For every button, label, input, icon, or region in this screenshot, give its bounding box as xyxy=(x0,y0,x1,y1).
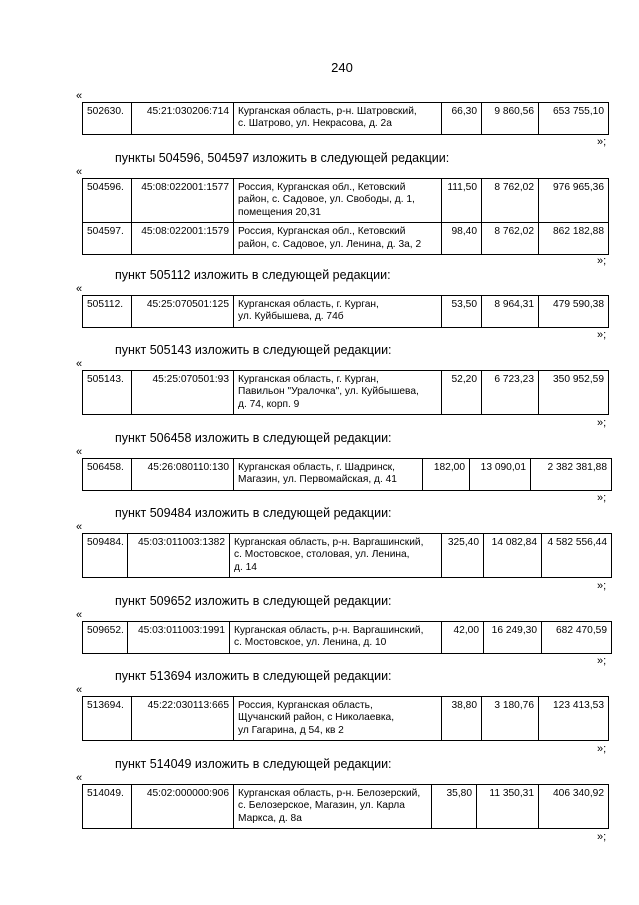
address-line: д. 74, корп. 9 xyxy=(238,398,300,410)
cadastral-number: 45:25:070501:93 xyxy=(132,371,234,415)
area-value: 325,40 xyxy=(442,534,484,578)
paragraph-instruction: пункт 509484 изложить в следующей редакции: xyxy=(115,506,392,520)
cadastral-value: 2 382 381,88 xyxy=(531,459,612,491)
table-row xyxy=(83,459,612,491)
cadastral-value: 653 755,10 xyxy=(539,103,609,135)
area-value: 98,40 xyxy=(442,223,482,255)
record-number: 513694. xyxy=(83,697,132,741)
table-row xyxy=(83,296,609,328)
rate-value: 8 964,31 xyxy=(482,296,539,328)
cadastral-value: 976 965,36 xyxy=(539,179,609,223)
record-table-509652 xyxy=(82,621,612,654)
cadastral-value: 4 582 556,44 xyxy=(542,534,612,578)
cadastral-value: 862 182,88 xyxy=(539,223,609,255)
record-table-502630 xyxy=(82,102,609,135)
record-number: 505112. xyxy=(83,296,132,328)
table-row xyxy=(83,371,609,415)
paragraph-instruction: пункт 509652 изложить в следующей редакции: xyxy=(115,594,392,608)
record-table-514049 xyxy=(82,784,609,829)
closing-quote: »; xyxy=(597,255,607,267)
address-line: с. Шатрово, ул. Некрасова, д. 2а xyxy=(238,118,392,130)
opening-quote: « xyxy=(76,90,83,102)
cadastral-value: 479 590,38 xyxy=(539,296,609,328)
address-cell xyxy=(234,103,442,135)
paragraph-instruction: пункт 513694 изложить в следующей редакции: xyxy=(115,669,392,683)
address-line: Россия, Курганская обл., Кетовский xyxy=(238,226,406,238)
paragraph-instruction: пункт 505112 изложить в следующей редакции: xyxy=(115,268,391,282)
area-value: 66,30 xyxy=(442,103,482,135)
opening-quote: « xyxy=(76,521,83,533)
record-number: 514049. xyxy=(83,785,132,829)
record-number: 509652. xyxy=(83,622,128,654)
table-row xyxy=(83,223,609,255)
closing-quote: »; xyxy=(597,655,607,667)
address-line: Щучанский район, с Николаевка, xyxy=(238,712,395,724)
record-table-513694 xyxy=(82,696,609,741)
address-line: район, с. Садовое, ул. Ленина, д. 3а, 2 xyxy=(238,238,422,250)
address-line: Россия, Курганская обл., Кетовский xyxy=(238,182,406,193)
opening-quote: « xyxy=(76,609,83,621)
closing-quote: »; xyxy=(597,492,607,504)
cadastral-number: 45:26:080110:130 xyxy=(132,459,234,491)
table-row xyxy=(83,534,612,578)
cadastral-number: 45:22:030113:665 xyxy=(132,697,234,741)
address-cell xyxy=(230,534,442,578)
area-value: 53,50 xyxy=(442,296,482,328)
area-value: 35,80 xyxy=(432,785,477,829)
opening-quote: « xyxy=(76,166,83,178)
closing-quote: »; xyxy=(597,580,607,592)
address-cell xyxy=(234,697,442,741)
address-cell xyxy=(234,296,442,328)
opening-quote: « xyxy=(76,358,83,370)
address-line: Курганская область, р-н. Шатровский, xyxy=(238,106,417,117)
record-number: 504596. xyxy=(83,179,132,223)
address-line: Курганская область, г. Курган, xyxy=(238,374,379,385)
address-cell xyxy=(234,223,442,255)
record-table-509484 xyxy=(82,533,612,578)
rate-value: 8 762,02 xyxy=(482,223,539,255)
closing-quote: »; xyxy=(597,417,607,429)
address-line: с. Мостовское, столовая, ул. Ленина, xyxy=(234,549,410,561)
cadastral-value: 682 470,59 xyxy=(542,622,612,654)
area-value: 42,00 xyxy=(442,622,484,654)
rate-value: 16 249,30 xyxy=(484,622,542,654)
cadastral-number: 45:21:030206:714 xyxy=(132,103,234,135)
table-row xyxy=(83,697,609,741)
table-row xyxy=(83,103,609,135)
address-line: помещения 20,31 xyxy=(238,206,321,218)
rate-value: 6 723,23 xyxy=(482,371,539,415)
address-line: д. 14 xyxy=(234,561,257,573)
address-line: Магазин, ул. Первомайская, д. 41 xyxy=(238,474,397,486)
table-row xyxy=(83,785,609,829)
paragraph-instruction: пункт 506458 изложить в следующей редакции: xyxy=(115,431,392,445)
address-line: Курганская область, р-н. Варгашинский, xyxy=(234,625,424,636)
address-line: с. Белозерское, Магазин, ул. Карла xyxy=(238,800,405,812)
rate-value: 9 860,56 xyxy=(482,103,539,135)
paragraph-instruction: пункт 514049 изложить в следующей редакции: xyxy=(115,757,392,771)
address-line: Курганская область, р-н. Белозерский, xyxy=(238,788,421,799)
paragraph-instruction: пункты 504596, 504597 изложить в следующей редакции: xyxy=(115,151,450,165)
cadastral-value: 350 952,59 xyxy=(539,371,609,415)
closing-quote: »; xyxy=(597,743,607,755)
page-number: 240 xyxy=(331,60,353,75)
closing-quote: »; xyxy=(597,831,607,843)
cadastral-number: 45:08:022001:1579 xyxy=(132,223,234,255)
area-value: 182,00 xyxy=(423,459,470,491)
rate-value: 3 180,76 xyxy=(482,697,539,741)
address-cell xyxy=(234,785,432,829)
address-line: ул. Куйбышева, д. 74б xyxy=(238,311,344,323)
closing-quote: »; xyxy=(597,329,607,341)
rate-value: 8 762,02 xyxy=(482,179,539,223)
address-cell xyxy=(234,371,442,415)
address-line: Курганская область, г. Курган, xyxy=(238,299,379,310)
record-number: 504597. xyxy=(83,223,132,255)
address-line: ул Гагарина, д 54, кв 2 xyxy=(238,724,344,736)
record-table-505112 xyxy=(82,295,609,328)
address-cell xyxy=(230,622,442,654)
cadastral-value: 123 413,53 xyxy=(539,697,609,741)
address-line: Курганская область, р-н. Варгашинский, xyxy=(234,537,424,548)
cadastral-number: 45:25:070501:125 xyxy=(132,296,234,328)
address-cell xyxy=(234,459,423,491)
opening-quote: « xyxy=(76,684,83,696)
rate-value: 14 082,84 xyxy=(484,534,542,578)
address-line: Курганская область, г. Шадринск, xyxy=(238,462,395,473)
record-table-504596 xyxy=(82,178,609,255)
cadastral-number: 45:03:011003:1991 xyxy=(128,622,230,654)
cadastral-number: 45:08:022001:1577 xyxy=(132,179,234,223)
record-number: 502630. xyxy=(83,103,132,135)
area-value: 111,50 xyxy=(442,179,482,223)
record-table-505143 xyxy=(82,370,609,415)
paragraph-instruction: пункт 505143 изложить в следующей редакции: xyxy=(115,343,392,357)
record-number: 509484. xyxy=(83,534,128,578)
address-cell xyxy=(234,179,442,223)
record-number: 505143. xyxy=(83,371,132,415)
address-line: Маркса, д. 8а xyxy=(238,812,302,824)
table-row xyxy=(83,179,609,223)
area-value: 38,80 xyxy=(442,697,482,741)
record-table-506458 xyxy=(82,458,612,491)
opening-quote: « xyxy=(76,772,83,784)
cadastral-value: 406 340,92 xyxy=(539,785,609,829)
opening-quote: « xyxy=(76,446,83,458)
table-row xyxy=(83,622,612,654)
address-line: Россия, Курганская область, xyxy=(238,700,373,711)
opening-quote: « xyxy=(76,283,83,295)
address-line: район, с. Садовое, ул. Свободы, д. 1, xyxy=(238,194,415,206)
closing-quote: »; xyxy=(597,136,607,148)
address-line: с. Мостовское, ул. Ленина, д. 10 xyxy=(234,637,387,649)
cadastral-number: 45:02:000000:906 xyxy=(132,785,234,829)
cadastral-number: 45:03:011003:1382 xyxy=(128,534,230,578)
rate-value: 13 090,01 xyxy=(470,459,531,491)
address-line: Павильон "Уралочка", ул. Куйбышева, xyxy=(238,386,419,398)
rate-value: 11 350,31 xyxy=(477,785,539,829)
area-value: 52,20 xyxy=(442,371,482,415)
record-number: 506458. xyxy=(83,459,132,491)
